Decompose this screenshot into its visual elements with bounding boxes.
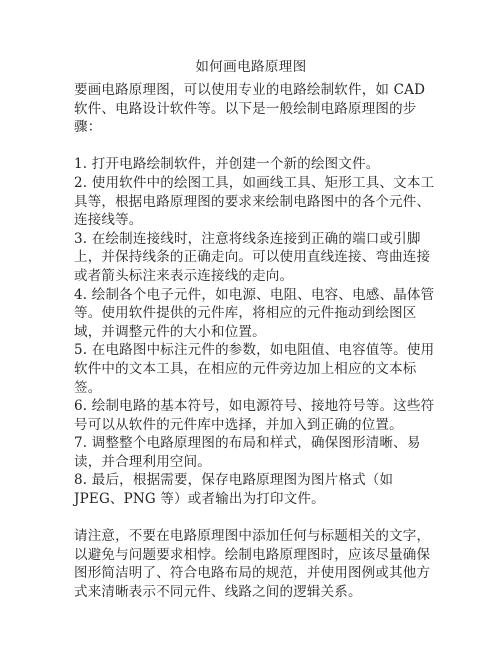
step-5: 5. 在电路图中标注元件的参数，如电阻值、电容值等。使用软件中的文本工具，在相应的元件旁边加上相应的文本标签。 (74, 342, 435, 396)
step-6: 6. 绘制电路的基本符号，如电源符号、接地符号等。这些符号可以从软件的元件库中选择，并加入到正确的位置。 (74, 398, 435, 433)
document-body (74, 81, 442, 602)
paragraph-gap (74, 509, 442, 528)
step-1: 1. 打开电路绘制软件，并创建一个新的绘图文件。 (74, 156, 380, 173)
intro-paragraph: 要画电路原理图，可以使用专业的电路绘制软件，如 CAD 软件、电路设计软件等。以下是一般绘制电路原理图的步骤： (74, 82, 426, 136)
step-2: 2. 使用软件中的绘图工具，如画线工具、矩形工具、文本工具等，根据电路原理图的要求来绘制电路图中的各个元件、连接线等。 (74, 174, 435, 229)
step-7: 7. 调整整个电路原理图的布局和样式，确保图形清晰、易读，并合理利用空间。 (74, 435, 421, 470)
step-4: 4. 绘制各个电子元件，如电源、电阻、电容、电感、晶体管等。使用软件提供的元件库，将相应的元件拖动到绘图区域，并调整元件的大小和位置。 (74, 286, 435, 340)
paragraph-gap (74, 137, 442, 156)
document-title: 如何画电路原理图 (195, 59, 307, 75)
step-3: 3. 在绘制连接线时，注意将线条连接到正确的端口或引脚上，并保持线条的正确走向。可以使用直线连接、弯曲连接或者箭头标注来表示连接线的走向。 (74, 230, 431, 284)
step-8: 8. 最后，根据需要，保存电路原理图为图片格式（如 JPEG、PNG 等）或者输出为打印文件。 (74, 472, 394, 508)
note-paragraph: 请注意，不要在电路原理图中添加任何与标题相关的文字，以避免与问题要求相悖。绘制电路原理图时，应该尽量确保图形简洁明了、符合电路布局的规范，并使用图例或其他方式来清晰表示不同元件、线路之间的逻辑关系。 (74, 528, 431, 601)
